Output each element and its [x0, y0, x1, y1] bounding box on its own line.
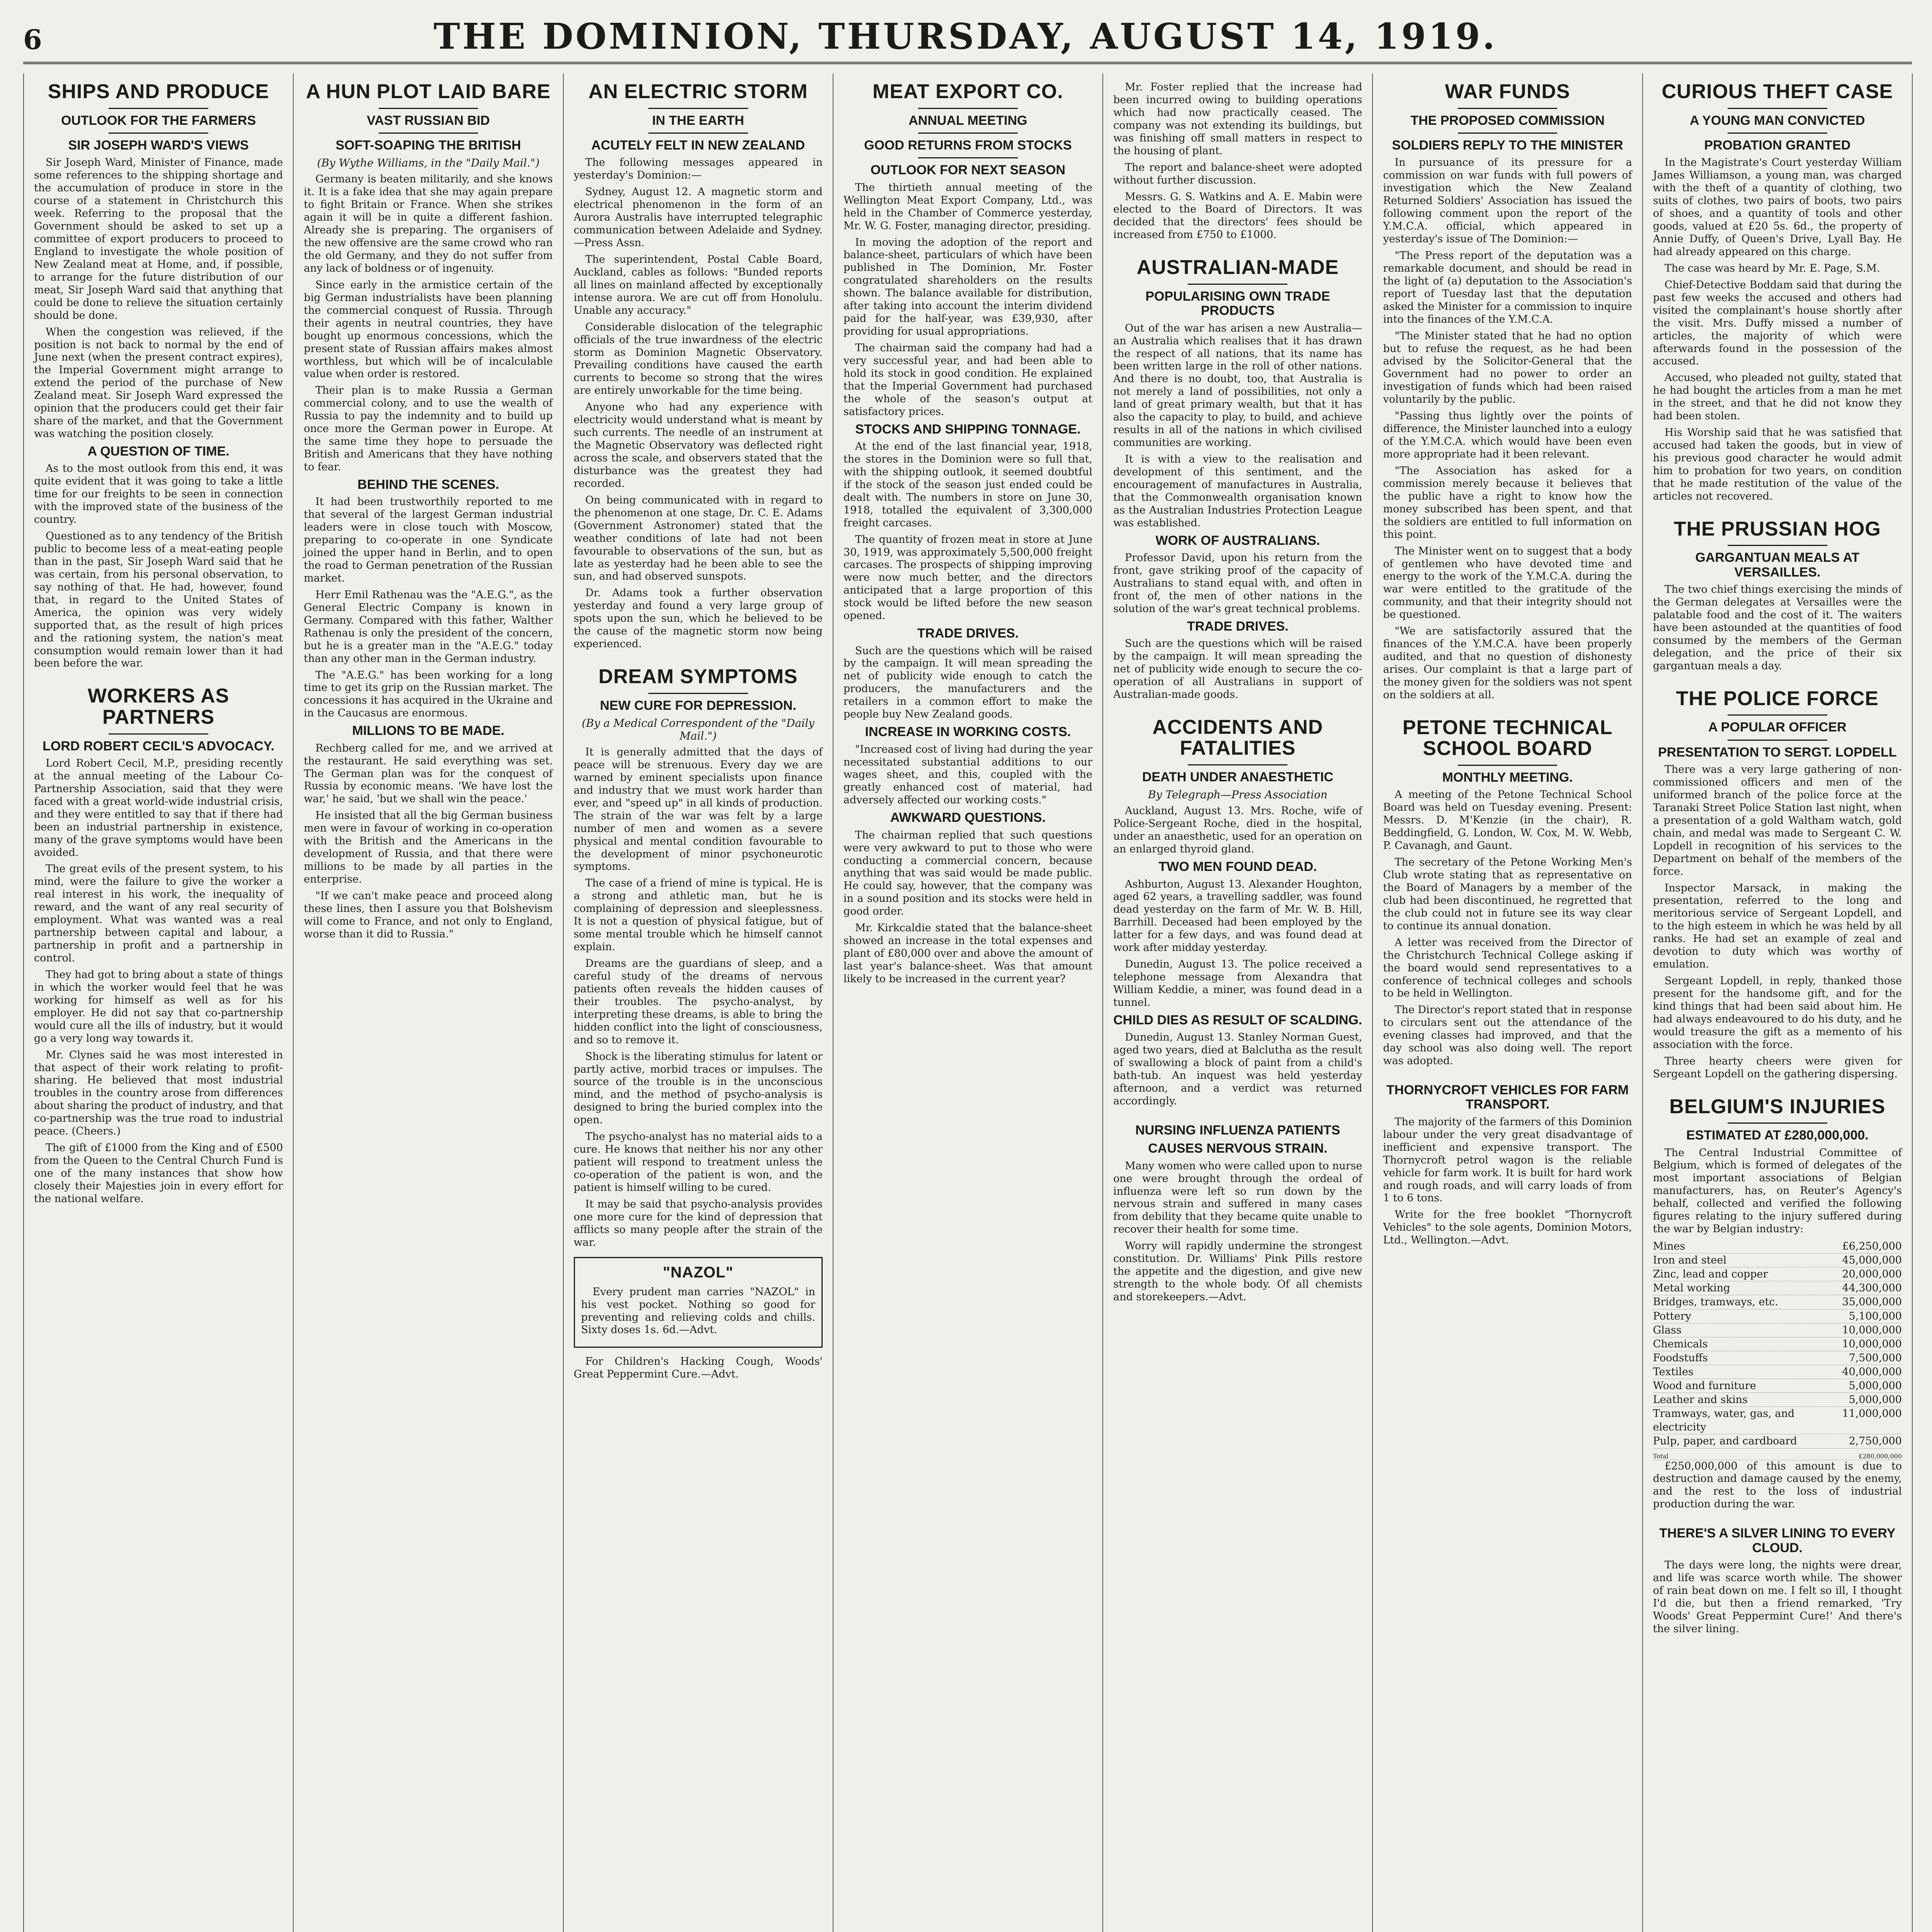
paragraph: Germany is beaten militarily, and she knows it. It is a fake idea that she may again prepare to fight Britain or France. When she strikes again it will be in quite a different fashion. Already she is preparing. The organisers of the new offensive are the same crowd who ran the old Germany, and they do not suffer from any lack of boldness or of ingenuity.	[304, 173, 553, 274]
paragraph: The report and balance-sheet were adopted without further discussion.	[1113, 161, 1362, 186]
paragraph: It may be said that psycho-analysis provides one more cure for the kind of depression that afflicts so many people after the strain of the war.	[573, 1198, 823, 1248]
paragraph: The "A.E.G." has been working for a long time to get its grip on the Russian market. The concessions it has acquired in the Ukraine and in the Caucasus are enormous.	[304, 669, 553, 719]
article-curious-theft	[1653, 81, 1902, 503]
paragraph: The Director's report stated that in response to circulars sent out the attendance of the evening classes had improved, and that the day school was also doing well. The report was adopted.	[1383, 1004, 1632, 1067]
headline: AN ELECTRIC STORM	[588, 80, 808, 103]
subhead: IN THE EARTH	[652, 113, 744, 128]
paragraph: There was a very large gathering of non-commissioned officers and men of the uniformed branch of the police force at the Taranaki Street Police Station last night, when a presentation of a gold Waltham watch, gold chain, and medal was made to Sergeant C. W. Lopdell in recognition of his services to the Department on behalf of the members of the force.	[1653, 764, 1902, 878]
divider	[918, 108, 1018, 109]
subhead: PROBATION GRANTED	[1704, 138, 1851, 153]
paragraph: "If we can't make peace and proceed along these lines, then I assure you that Bolshevism will come to France, and not only to England, worse than it did to Russia."	[304, 889, 553, 940]
subhead: POPULARISING OWN TRADE PRODUCTS	[1145, 289, 1330, 318]
column-4	[833, 73, 1103, 1932]
damages-amount: 45,000,000	[1842, 1254, 1902, 1267]
damages-row	[1653, 1365, 1902, 1379]
divider	[109, 733, 208, 735]
damages-row	[1653, 1323, 1902, 1337]
paragraph: The case was heard by Mr. E. Page, S.M.	[1664, 262, 1880, 274]
divider	[648, 108, 748, 109]
damages-amount: 2,750,000	[1849, 1435, 1902, 1447]
paragraph: Worry will rapidly undermine the strongest constitution. Dr. Williams' Pink Pills restore the appetite and the digestion, and give new strength to the whole body. Of all chemists and storekeepers.—Advt.	[1113, 1240, 1362, 1303]
section-heading: INCREASE IN WORKING COSTS.	[865, 724, 1071, 740]
paragraph: The psycho-analyst has no material aids to a cure. He knows that neither his nor any other patient will respond to treatment unless the co-operation of the patient is won, and the patient is himself willing to be cured.	[573, 1131, 823, 1194]
damages-row	[1653, 1267, 1902, 1281]
paragraph: Write for the free booklet "Thornycroft Vehicles" to the sole agents, Dominion Motors, Ltd., Wellington.—Advt.	[1383, 1209, 1632, 1247]
damages-row	[1653, 1379, 1902, 1393]
section-heading: A QUESTION OF TIME.	[87, 444, 230, 459]
paragraph: A letter was received from the Director of the Christchurch Technical College asking if the board would send representatives to a conference of technical colleges and schools to be held in Wellington.	[1383, 936, 1632, 1000]
paragraph: In the Magistrate's Court yesterday William James Williamson, a young man, was charged with the theft of a quantity of clothing, two suits of clothes, two pairs of boots, two pairs of shoes, and a quantity of tools and other goods, valued at £20 5s. 6d., the property of Annie Duffy, of Queen's Drive, Lyall Bay. He had already appeared on this charge.	[1653, 156, 1902, 258]
section-heading: BEHIND THE SCENES.	[357, 477, 499, 492]
damages-amount: 5,100,000	[1849, 1310, 1902, 1322]
section-heading: WORK OF AUSTRALIANS.	[1155, 533, 1320, 548]
article-thornycroft	[1383, 1083, 1632, 1247]
paragraph: At the end of the last financial year, 1918, the stores in the Dominion were so full that, with the shipping outlook, it seemed doubtful if the stock of the season just ended could be dealt with. The numbers in store on June 30, 1918, totalled the equivalent of 3,300,000 freight carcases.	[843, 440, 1093, 529]
damages-amount: £6,250,000	[1842, 1240, 1902, 1253]
paragraph: Mr. Foster replied that the increase had been incurred owing to building operations which had now practically ceased. The company was not extending its buildings, but was finishing off small matters in respect to the housing of plant.	[1113, 81, 1362, 157]
subhead: PRESENTATION TO SERGT. LOPDELL	[1658, 745, 1897, 760]
page-number: 6	[23, 24, 42, 56]
paragraph: A meeting of the Petone Technical School Board was held on Tuesday evening. Present: Messrs. D. M'Kenzie (in the chair), R. Beddingfield, G. London, W. Cox, M. W. Webb, P. Cavanagh, and Gaunt.	[1383, 789, 1632, 852]
divider	[648, 693, 748, 694]
damages-amount: 10,000,000	[1842, 1324, 1902, 1336]
paragraph: Sydney, August 12. A magnetic storm and electrical phenomenon in the form of an Aurora Australis have interrupted telegraphic communication between Adelaide and Sydney.—Press Assn.	[573, 186, 823, 249]
paragraph: Accused, who pleaded not guilty, stated that he had bought the articles from a man he met in the street, and that he did not know they had been stolen.	[1653, 372, 1902, 422]
divider	[109, 108, 208, 109]
paragraph: The following messages appeared in yesterday's Dominion:—	[573, 156, 823, 182]
subhead: GOOD RETURNS FROM STOCKS	[864, 138, 1072, 153]
paragraph: Their plan is to make Russia a German commercial colony, and to use the wealth of Russia to pay the indemnity and to build up once more the German power in Europe. At the same time they hope to persuade the British and Americans that they have nothing to fear.	[304, 384, 553, 473]
paragraph: The two chief things exercising the minds of the German delegates at Versailles were the palatable food and the cost of it. The waiters have been astounded at the quantities of food consumed by the members of the German delegation, and the price of their six gargantuan meals a day.	[1653, 583, 1902, 672]
paragraph: The gift of £1000 from the King and of £500 from the Queen to the Central Church Fund is one of the many instances that show how closely their Majesties join in every effort for the national welfare.	[34, 1142, 283, 1205]
divider	[918, 157, 1018, 158]
article-silver-lining	[1653, 1526, 1902, 1635]
damages-amount: 11,000,000	[1842, 1408, 1902, 1420]
column-6	[1373, 73, 1643, 1932]
divider	[379, 108, 478, 109]
paragraph: As to the most outlook from this end, it was quite evident that it was going to take a little time for our freights to be seen in connection with the improved state of the business of the country.	[34, 463, 283, 526]
paragraph: The thirtieth annual meeting of the Wellington Meat Export Company, Ltd., was held in the Chamber of Commerce yesterday, Mr. W. G. Foster, managing director, presiding.	[843, 181, 1093, 232]
column-5	[1103, 73, 1373, 1932]
divider	[379, 133, 478, 134]
damages-industry: Textiles	[1653, 1366, 1694, 1378]
article-meat-export	[844, 81, 1092, 986]
damages-industry: Metal working	[1653, 1282, 1730, 1294]
headline: THE PRUSSIAN HOG	[1673, 517, 1881, 540]
paper-title: THE DOMINION, THURSDAY, AUGUST 14, 1919.	[434, 15, 1497, 57]
paragraph: Considerable dislocation of the telegraphic officials of the true inwardness of the electric storm as Dominion Magnetic Observatory. Prevailing conditions have caused the earth currents to become so strong that the wires are entirely unworkable for the time being.	[573, 321, 823, 397]
subhead: SOFT-SOAPING THE BRITISH	[335, 138, 521, 153]
damages-row	[1653, 1337, 1902, 1351]
paragraph: Sir Joseph Ward, Minister of Finance, made some references to the shipping shortage and the accumulation of produce in store in the course of a statement in Christchurch this week. Referring to the proposal that the Government should be asked to set up a committee of export producers to proceed to England to investigate the whole position of New Zealand meat at Home, and, if possible, to arrange for the future distribution of our meat, Sir Joseph Ward said that anything that could be done to relieve the situation certainly should be done.	[34, 156, 283, 321]
advert-text: Every prudent man carries "NAZOL" in his vest pocket. Nothing so good for preventing and relieving colds and chills. Sixty doses 1s. 6d.—Advt.	[581, 1286, 815, 1336]
article-police-force	[1653, 688, 1902, 1081]
divider	[1188, 764, 1287, 765]
paragraph: Mr. Clynes said he was most interested in that aspect of their work relating to profit-sharing. He believed that most industrial troubles in the country arose from differences about sharing the product of industry, and that co-partnership was the true road to industrial peace. (Cheers.)	[34, 1049, 283, 1138]
damages-industry: Wood and furniture	[1653, 1380, 1756, 1392]
subhead: A POPULAR OFFICER	[1708, 720, 1847, 735]
damages-row	[1653, 1393, 1902, 1407]
paragraph: Auckland, August 13. Mrs. Roche, wife of Police-Sergeant Roche, died in the hospital, under an anaesthetic, used for an operation on an enlarged thyroid gland.	[1113, 805, 1362, 855]
section-heading: MILLIONS TO BE MADE.	[352, 723, 505, 738]
paragraph: On being communicated with in regard to the phenomenon at one stage, Dr. C. E. Adams (Government Astronomer) stated that the weather conditions of late had not been favourable to observations of the sun, but as late as yesterday had he been able to see the sun, and had observed sunspots.	[573, 494, 823, 583]
article-meat-export-continued	[1113, 81, 1362, 242]
subhead: OUTLOOK FOR NEXT SEASON	[870, 163, 1066, 178]
divider	[918, 133, 1018, 134]
article-accidents	[1113, 717, 1362, 1108]
divider	[1728, 740, 1827, 741]
headline: WORKERS AS PARTNERS	[87, 685, 230, 728]
article-electric-storm	[574, 81, 823, 651]
paragraph: The chairman said the company had had a very successful year, and had been able to hold its stock in good condition. He explained that the Imperial Government had purchased the whole of the season's output at satisfactory prices.	[843, 342, 1093, 418]
damages-industry: Iron and steel	[1653, 1254, 1727, 1267]
headline: BELGIUM'S INJURIES	[1669, 1095, 1886, 1118]
headline: THE POLICE FORCE	[1676, 687, 1879, 710]
paragraph: It is with a view to the realisation and development of this sentiment, and the encouragement of manufactures in Australia, that the Commonwealth organisation known as the Australian Industries Protection League was established.	[1113, 453, 1362, 529]
headline: CURIOUS THEFT CASE	[1662, 80, 1893, 103]
advertisement-nazol	[574, 1257, 823, 1348]
article-prussian-hog	[1653, 519, 1902, 673]
divider	[109, 133, 208, 134]
subhead: VAST RUSSIAN BID	[367, 113, 490, 128]
divider	[1458, 765, 1558, 766]
paragraph: When the congestion was relieved, if the position is not back to normal by the end of June next (when the present contract expires), the Imperial Government might arrange to extend the period of the purchase of New Zealand meat. Sir Joseph Ward expressed the opinion that the producers could get their fair share of the market, and that the Government was watching the position closely.	[34, 326, 283, 440]
paragraph: The majority of the farmers of this Dominion labour under the very great disadvantage of inefficient and expensive transport. The Thornycroft petrol wagon is the reliable vehicle for farm work. It is built for hard work and rough roads, and will carry loads of from 1 to 6 tons.	[1383, 1116, 1632, 1204]
paragraph: The case of a friend of mine is typical. He is a strong and athletic man, but he is complaining of depression and sleeplessness. It is not a question of physical fatigue, but of some mental trouble which he himself cannot explain.	[573, 877, 823, 953]
paragraph: In moving the adoption of the report and balance-sheet, particulars of which have been published in The Dominion, Mr. Foster congratulated shareholders on the results shown. The balance available for distribution, after taking into account the interim dividend paid for the half-year, was £39,930, after providing for usual appropriations.	[843, 236, 1093, 338]
paragraph: The secretary of the Petone Working Men's Club wrote stating that as representative on the Board of Managers by a member of the club had been discontinued, he regretted that the club could not in future see its way clear to continue its annual donation.	[1383, 856, 1632, 932]
paragraph: Messrs. G. S. Watkins and A. E. Mabin were elected to the Board of Directors. It was decided that the directors' fees should be increased from £750 to £1000.	[1113, 190, 1362, 241]
subhead: A YOUNG MAN CONVICTED	[1690, 113, 1865, 128]
column-1	[24, 73, 294, 1932]
divider	[1728, 714, 1827, 716]
divider	[1728, 1122, 1827, 1124]
paragraph: The great evils of the present system, to his mind, were the failure to give the worker a real interest in his work, the inequality of reward, and the want of any real security of employment. What was wanted was a real partnership between capital and labour, a partnership in profit and a partnership in control.	[34, 863, 283, 964]
headline: WAR FUNDS	[1445, 80, 1570, 103]
total-value: £280,000,000	[1859, 1452, 1902, 1460]
headline: ACCIDENTS AND FATALITIES	[1152, 716, 1323, 760]
paragraph: Sergeant Lopdell, in reply, thanked those present for the handsome gift, and for the kind things that had been said about him. He had always endeavoured to do his duty, and he would treasure the gift as a memento of his association with the force.	[1653, 975, 1902, 1051]
paragraph: Professor David, upon his return from the front, gave striking proof of the capacity of Australians to stand equal with, and often in front of, the men of other nations in the solution of the war's great technical problems.	[1113, 552, 1362, 615]
column-7	[1643, 73, 1913, 1932]
section-heading: TWO MEN FOUND DEAD.	[1158, 859, 1317, 874]
headline: MEAT EXPORT CO.	[872, 80, 1063, 103]
paragraph: Since early in the armistice certain of the big German industrialists have been planning the commercial conquest of Russia. Through their agents in neutral countries, they have bought up enormous concessions, which the present state of Russian affairs makes almost worthless, but which will be of incalculable value when order is restored.	[304, 279, 553, 380]
damages-industry: Mines	[1653, 1240, 1685, 1253]
advert-headline: "NAZOL"	[663, 1264, 734, 1281]
section-heading: AWKWARD QUESTIONS.	[890, 810, 1046, 825]
subhead: SOLDIERS REPLY TO THE MINISTER	[1392, 138, 1623, 153]
paragraph: Such are the questions which will be raised by the campaign. It will mean spreading the net of publicity wide enough to secure the co-operation of all Australians in support of Australian-made goods.	[1113, 638, 1362, 701]
paragraph: He insisted that all the big German business men were in favour of working in co-operation with the British and the Americans in the development of Russia, and that there were millions to be made by all parties in the enterprise.	[304, 810, 553, 886]
paragraph: £250,000,000 of this amount is due to destruction and damage caused by the enemy, and the rest to the loss of industrial production during the war.	[1653, 1460, 1902, 1510]
column-2	[294, 73, 563, 1932]
article-belgium-injuries	[1653, 1096, 1902, 1511]
paragraph: "Increased cost of living had during the year necessitated substantial additions to our wages sheet, and this, coupled with the greatly enhanced cost of material, had adversely affected our working costs."	[843, 743, 1093, 806]
paragraph: "Passing thus lightly over the points of difference, the Minister launched into a eulogy of the Y.M.C.A. which would have been even more appropriate had it been relevant.	[1383, 410, 1632, 460]
damages-row	[1653, 1351, 1902, 1365]
divider	[1728, 545, 1827, 546]
damages-amount: 5,000,000	[1849, 1394, 1902, 1406]
section-heading: STOCKS AND SHIPPING TONNAGE.	[855, 422, 1081, 437]
subhead: DEATH UNDER ANAESTHETIC	[1142, 769, 1333, 784]
damages-amount: 44,300,000	[1842, 1282, 1902, 1294]
paragraph: They had got to bring about a state of things in which the worker would feel that he was working for himself as well as for his employer. He did not say that co-partnership would cure all the ills of industry, but it would go a very long way towards it.	[34, 968, 283, 1044]
article-hun-plot	[304, 81, 553, 941]
subhead: LORD ROBERT CECIL'S ADVOCACY.	[43, 738, 275, 753]
damages-row	[1653, 1407, 1902, 1434]
headline: A HUN PLOT LAID BARE	[306, 80, 551, 103]
subhead: SIR JOSEPH WARD'S VIEWS	[68, 138, 249, 153]
paragraph: The quantity of frozen meat in store at June 30, 1919, was approximately 5,500,000 freight carcases. The prospects of shipping improving were now much better, and the directors anticipated that a large proportion of this stock would be lifted before the new season opened.	[843, 533, 1093, 622]
section-heading: TRADE DRIVES.	[917, 626, 1019, 641]
divider	[1728, 133, 1827, 134]
damages-industry: Foodstuffs	[1653, 1352, 1708, 1364]
damages-industry: Pulp, paper, and cardboard	[1653, 1435, 1797, 1447]
paragraph: Rechberg called for me, and we arrived at the restaurant. He said everything was set. The German plan was for the conquest of Russia by economic means. 'We have lost the war,' he said, 'but we shall win the peace.'	[304, 742, 553, 805]
damages-industry: Bridges, tramways, etc.	[1653, 1296, 1779, 1308]
columns	[23, 73, 1913, 1932]
article-nursing-influenza	[1113, 1123, 1362, 1304]
paragraph: "We are satisfactorily assured that the finances of the Y.M.C.A. have been properly audited, and that no question of dishonesty arises. Our complaint is that a large part of the money given for the soldiers was not spent on the soldiers at all.	[1383, 625, 1632, 701]
article-dream-symptoms	[574, 666, 823, 1381]
masthead	[23, 15, 1912, 64]
paragraph: Inspector Marsack, in making the presentation, referred to the long and meritorious service of Sergeant Lopdell, and to the high esteem in which he was held by all ranks. He had set an example of zeal and devotion to duty which was worthy of emulation.	[1653, 882, 1902, 971]
paragraph: Dunedin, August 13. The police received a telephone message from Alexandra that William Keddie, a miner, was found dead in a tunnel.	[1113, 958, 1362, 1009]
paragraph: Questioned as to any tendency of the British public to become less of a meat-eating people than in the past, Sir Joseph Ward said that he was certain, from his personal observation, to say nothing of that. He had, however, found that, in regard to the United States of America, the opinion was very widely supported that, as the result of high prices and the rationing system, the nation's meat consumption would remain lower than it had been before the war.	[34, 530, 283, 670]
damages-table	[1653, 1240, 1902, 1448]
subhead: CAUSES NERVOUS STRAIN.	[1148, 1141, 1328, 1156]
paragraph: The chairman replied that such questions were very awkward to put to those who were conducting a commercial concern, because anything that was said would be made public. He could say, however, that the company was in a sound position and its stocks were held in good order.	[843, 829, 1093, 918]
total-label: Total	[1653, 1452, 1668, 1460]
damages-industry: Zinc, lead and copper	[1653, 1268, 1768, 1281]
damages-row	[1653, 1240, 1902, 1253]
paragraph: In pursuance of its pressure for a commission on war funds with full powers of investigation which the New Zealand Returned Soldiers' Association has issued the following comment upon the report of the Y.M.C.A. official, which appeared in yesterday's issue of The Dominion:—	[1383, 156, 1632, 245]
damages-industry: Chemicals	[1653, 1338, 1708, 1350]
damages-amount: 7,500,000	[1849, 1352, 1902, 1364]
damages-industry: Tramways, water, gas, and electricity	[1653, 1408, 1795, 1434]
divider	[1458, 108, 1558, 109]
damages-industry: Glass	[1653, 1324, 1682, 1336]
headline: NURSING INFLUENZA PATIENTS	[1135, 1122, 1340, 1138]
subhead: ESTIMATED AT £280,000,000.	[1686, 1128, 1869, 1143]
paragraph: Dunedin, August 13. Stanley Norman Guest, aged two years, died at Balclutha as the result of swallowing a block of paint from a child's bath-tub. An inquest was held yesterday afternoon, and a verdict was returned accordingly.	[1113, 1031, 1362, 1107]
subhead: NEW CURE FOR DEPRESSION.	[600, 698, 796, 713]
paragraph: His Worship said that he was satisfied that accused had taken the goods, but in view of his previous good character he would admit him to probation for two years, on condition that he made restitution of the value of the articles not recovered.	[1653, 427, 1902, 502]
paragraph: Such are the questions which will be raised by the campaign. It will mean spreading the net of publicity wide enough to catch the producers, the manufacturers and the retailers in a common effort to make the people buy New Zealand goods.	[843, 645, 1093, 721]
subhead: OUTLOOK FOR THE FARMERS	[61, 113, 256, 128]
paragraph: Dr. Adams took a further observation yesterday and found a very large group of spots upon the sun, which he believed to be the cause of the magnetic storm now being experienced.	[573, 587, 823, 650]
paragraph: Herr Emil Rathenau was the "A.E.G.", as the General Electric Company is known in Germany. Compared with this father, Walther Rathenau is only the president of the concern, but he is a greater man in the "A.E.G." today than any other man in the German industry.	[304, 588, 553, 665]
damages-amount: 20,000,000	[1842, 1268, 1902, 1281]
damages-row	[1653, 1253, 1902, 1267]
article-petone-school	[1383, 717, 1632, 1068]
damages-amount: 35,000,000	[1842, 1296, 1902, 1308]
damages-amount: 5,000,000	[1849, 1380, 1902, 1392]
headline: DREAM SYMPTOMS	[598, 665, 798, 688]
paragraph: The Central Industrial Committee of Belgium, which is formed of delegates of the most important associations of Belgian manufacturers, has, on Reuter's Agency's behalf, collected and verified the following figures relating to the injury suffered during the war by Belgian industry:	[1653, 1146, 1902, 1235]
divider	[1458, 133, 1558, 134]
damages-industry: Pottery	[1653, 1310, 1691, 1322]
paragraph: The superintendent, Postal Cable Board, Auckland, cables as follows: "Bunded reports all lines on mainland affected by exceptionally intense aurora. We are cut off from Honolulu. Unable any accuracy."	[573, 253, 823, 316]
paragraph: Anyone who had any experience with electricity would understand what is meant by such currents. The needle of an instrument at the Magnetic Observatory was deflected right across the scale, and observers stated that the disturbance was the greatest they had recorded.	[573, 401, 823, 490]
paragraph: It is generally admitted that the days of peace will be strenuous. Every day we are warned by eminent specialists upon finance and industry that we must work harder than ever, and "speed up" in all kinds of production. The strain of the war was felt by a large number of men and women as a severe physical and mental condition favourable to the development of minor psychoneurotic symptoms.	[573, 746, 823, 873]
article-ships-and-produce	[34, 81, 283, 670]
paragraph: It had been trustworthily reported to me that several of the largest German industrial leaders were in close touch with Moscow, preparing to co-operate in one Syndicate joined the upper hand in Berlin, and to open the road to German penetration of the Russian market.	[304, 496, 553, 584]
section-heading: CHILD DIES AS RESULT OF SCALDING.	[1113, 1012, 1362, 1027]
damages-total	[1653, 1452, 1902, 1460]
headline: THORNYCROFT VEHICLES FOR FARM TRANSPORT.	[1386, 1083, 1629, 1112]
paragraph: Dreams are the guardians of sleep, and a careful study of the dreams of nervous patients often reveals the hidden causes of their troubles. The psycho-analyst, by interpreting these dreams, is able to bring the hidden conflict into the light of consciousness, and so to remove it.	[573, 957, 823, 1046]
paragraph: The days were long, the nights were drear, and life was scarce worth while. The shower of rain beat down on me. I felt so ill, I thought I'd die, but then a friend remarked, 'Try Woods' Great Peppermint Cure!' And there's the silver lining.	[1653, 1559, 1902, 1635]
damages-industry: Leather and skins	[1653, 1394, 1748, 1406]
article-australian-made	[1113, 257, 1362, 701]
column-3	[564, 73, 833, 1932]
paragraph: The Minister went on to suggest that a body of gentlemen who have devoted time and energy to the work of the Y.M.C.A. during the war were entitled to the gratitude of the community, and that their integrity should not be questioned.	[1383, 545, 1632, 621]
article-war-funds	[1383, 81, 1632, 702]
paragraph: Out of the war has arisen a new Australia—an Australia which realises that it has drawn the respect of all nations, that its name has been written large in the roll of other nations. And there is no doubt, too, that Australia is not merely a land of possibilities, not only a land of great primary wealth, but that it has also the capacity to play, to build, and achieve results in all of the nations in which civilised communities are working.	[1113, 322, 1362, 449]
byline: (By Wythe Williams, in the "Daily Mail.")	[317, 156, 540, 170]
subhead: THE PROPOSED COMMISSION	[1410, 113, 1605, 128]
damages-row	[1653, 1310, 1902, 1323]
paragraph: Three hearty cheers were given for Sergeant Lopdell on the gathering dispersing.	[1653, 1055, 1902, 1080]
divider	[648, 133, 748, 134]
damages-amount: 10,000,000	[1842, 1338, 1902, 1350]
damages-row	[1653, 1281, 1902, 1295]
headline: PETONE TECHNICAL SCHOOL BOARD	[1402, 716, 1613, 760]
article-workers-as-partners	[34, 685, 283, 1205]
subhead: MONTHLY MEETING.	[1442, 770, 1573, 785]
divider	[1188, 284, 1287, 285]
headline: SHIPS AND PRODUCE	[48, 80, 269, 103]
damages-row	[1653, 1434, 1902, 1448]
damages-amount: 40,000,000	[1842, 1366, 1902, 1378]
paragraph: Mr. Kirkcaldie stated that the balance-sheet showed an increase in the total expenses and plant of £80,000 over and above the amount of last year's balance-sheet. Was that amount likely to be increased in the current year?	[843, 922, 1093, 985]
advert-text: For Children's Hacking Cough, Woods' Great Peppermint Cure.—Advt.	[573, 1355, 823, 1381]
section-heading: TRADE DRIVES.	[1187, 619, 1289, 634]
paragraph: Lord Robert Cecil, M.P., presiding recently at the annual meeting of the Labour Co-Partnership Association, said that they were faced with a great world-wide industrial crisis, and they were entitled to say that if there had been an industrial partnership in existence, many of the grave symptoms would have been avoided.	[34, 757, 283, 859]
headline: AUSTRALIAN-MADE	[1136, 256, 1339, 279]
subhead: ACUTELY FELT IN NEW ZEALAND	[591, 138, 805, 153]
byline: By Telegraph—Press Association	[1148, 788, 1328, 801]
paragraph: "The Association has asked for a commission merely because it believes that the public have a right to know how the money subscribed has been spent, and that the soldiers are entitled to full information on this point.	[1383, 464, 1632, 541]
paragraph: Chief-Detective Boddam said that during the past few weeks the accused and others had visited the complainant's house shortly after the visit. Mrs. Duffy missed a number of articles, the majority of which were afterwards found in the possession of the accused.	[1653, 279, 1902, 367]
paragraph: Many women who were called upon to nurse one were brought through the ordeal of influenza were left so run down by the nervous strain and suffered in many cases from debility that they became quite unable to recover their health for some time.	[1113, 1160, 1362, 1236]
damages-row	[1653, 1295, 1902, 1309]
paragraph: Ashburton, August 13. Alexander Houghton, aged 62 years, a travelling saddler, was found dead yesterday on the farm of Mr. W. B. Hill, Barrhill. Deceased had been employed by the latter for a few days, and was found dead at work after midday yesterday.	[1113, 878, 1362, 954]
divider	[1728, 108, 1827, 109]
headline: THERE'S A SILVER LINING TO EVERY CLOUD.	[1659, 1526, 1896, 1555]
subhead: ANNUAL MEETING	[908, 113, 1027, 128]
paragraph: Shock is the liberating stimulus for latent or partly active, morbid traces or impulses. The source of the trouble is in the unconscious mind, and the method of psycho-analysis is designed to bring the buried complex into the open.	[573, 1050, 823, 1126]
paragraph: "The Minister stated that he had no option but to refuse the request, as he had been advised by the Solicitor-General that the Government had no power to order an investigation of funds which had been raised voluntarily by the public.	[1383, 330, 1632, 406]
byline: (By a Medical Correspondent of the "Daily Mail.")	[582, 717, 815, 743]
subhead: GARGANTUAN MEALS AT VERSAILLES.	[1695, 550, 1860, 580]
paragraph: "The Press report of the deputation was a remarkable document, and should be read in the light of (a) deputation to the Association's report of Tuesday last that the deputation asked the Minister for a commission to inquire into the finances of the Y.M.C.A.	[1383, 249, 1632, 325]
